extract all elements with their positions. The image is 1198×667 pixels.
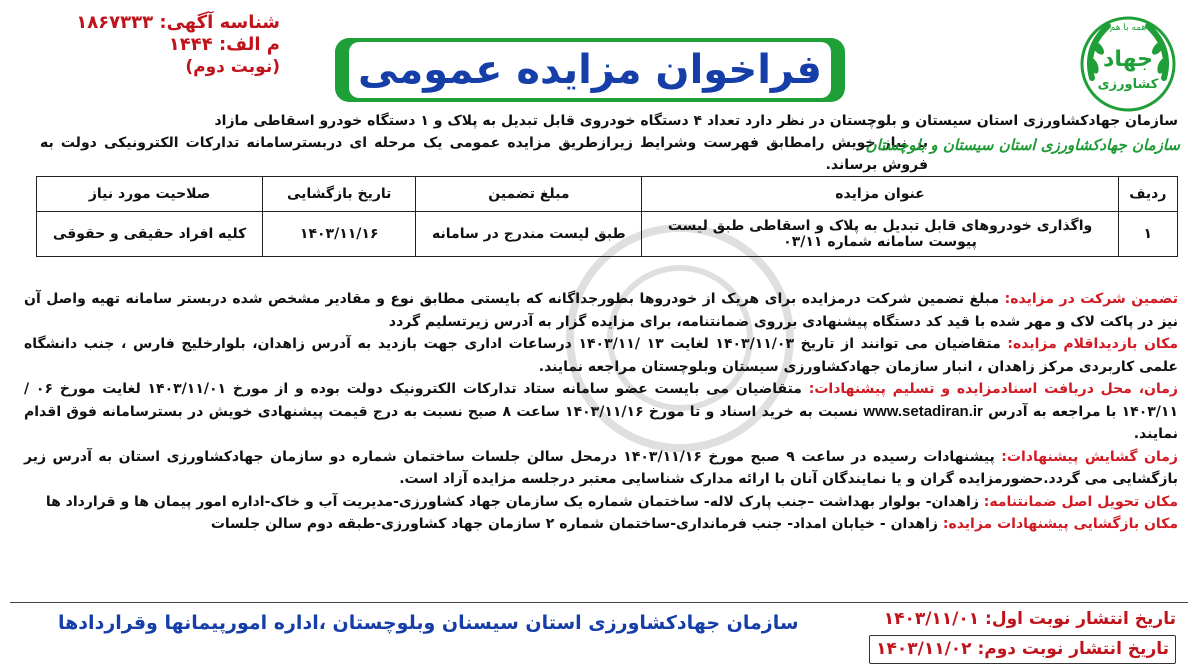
section-label: مکان تحویل اصل ضمانتنامه: [983,493,1178,510]
ad-id: شناسه آگهی: ۱۸۶۷۳۳۳ [76,12,280,33]
header-opening-date: تاریخ بازگشایی [263,177,416,212]
section-label: تضمین شرکت در مزایده: [1004,291,1178,307]
section-opening [24,446,1178,491]
cell-auction-title: واگذاری خودروهای قابل تبدیل به پلاک و اسقاطی طبق لیست پیوست سامانه شماره ۰۳/۱۱ [642,212,1118,257]
cell-row-number: ۱ [1118,212,1177,257]
table-header-row [37,177,1178,212]
setad-link[interactable]: www.setadiran.ir [863,402,983,420]
section-opening-place [24,513,1178,536]
section-inspection [24,333,1178,378]
ad-meta [40,12,280,78]
publication-dates [869,606,1176,664]
section-delivery [24,491,1178,514]
intro-line-1: سازمان جهادکشاورزی استان سیستان و بلوچستان در نظر دارد تعداد ۴ دستگاه خودروی قابل تبدیل به پلاک و ۱ دستگاه خودرو اسقاطی مازاد [214,113,1178,129]
header-row-number: ردیف [1118,177,1177,212]
section-text: زاهدان - خیابان امداد- جنب فرمانداری-ساختمان شماره ۲ سازمان جهاد کشاورزی-طبقه دوم سالن جلسات [210,516,943,532]
section-label: مکان بازدیداقلام مزایده: [1007,336,1178,352]
header-guarantee: مبلغ تضمین [416,177,642,212]
logo-main-text: جهاد [1103,47,1153,72]
cell-opening-date: ۱۴۰۳/۱۱/۱۶ [263,212,416,257]
logo-top-text: همه با هم [1109,23,1147,33]
conditions [24,288,1178,536]
footer-divider [10,602,1188,603]
footer-organization: سازمان جهادکشاورزی استان سیسنان وبلوچستان ،اداره امورپیمانها وقراردادها [58,612,799,634]
section-text: نسبت به خرید اسناد و تا مورخ ۱۴۰۳/۱۱/۱۶ ساعت ۸ صبح نسبت به درج قیمت پیشنهادی خویش در بسترسامانه فوق اقدام نمایند. [24,403,1178,442]
auction-notice [10,8,1188,659]
intro-line-2: بر نیاز خویش رامطابق فهرست وشرایط زیرازطریق مزایده عمومی یک مرحله ای دربسترسامانه تدارکات الکترونیکی دولت به فروش برساند. [40,135,928,173]
table-row [37,212,1178,257]
logo-sub-text: کشاورزی [1097,77,1159,92]
section-label: زمان، محل دریافت اسنادمزایده و تسلیم پیشنهادات: [808,381,1178,397]
section-text: متقاضیان می بایست عضو سامانه ستاد تدارکات الکترونیک دولت بوده و از مورخ ۱۴۰۳/۱۱/۰۱ لغایت مورخ ۰۶ /۱۴۰۳/۱۱ با مراجعه به آدرس [24,381,1178,420]
org-signature: سازمان جهادکشاورزی استان سیستان و بلوچستان [865,136,1180,154]
cell-qualification: کلیه افراد حقیقی و حقوقی [37,212,263,257]
section-text: پیشنهادات رسیده در ساعت ۹ صبح مورخ ۱۴۰۳/۱۱/۱۶ درمحل سالن جلسات ساختمان شماره دو سازمان جهادکشاورزی استان به آدرس زیر بازگشایی می گردد.حضورمزایده گران و یا نمایندگان آنان با ارائه مدارک شناسایی معتبر درجلسه مزایده آزاد است. [24,448,1178,487]
section-documents [24,378,1178,446]
section-text: زاهدان- بولوار بهداشت –جنب پارک لاله- ساختمان شماره یک سازمان جهاد کشاورزی-مدیریت آب و خاک-اداره امور پیمان ها و قرارداد ها [45,493,984,510]
section-label: زمان گشایش پیشنهادات: [1001,448,1178,465]
section-guarantee [24,288,1178,333]
wheat-wreath-logo [1074,8,1182,116]
cell-guarantee: طبق لیست مندرج در سامانه [416,212,642,257]
publication-round: (نوبت دوم) [185,57,280,77]
section-text: مبلغ تضمین شرکت درمزایده برای هریک از خودروها بطورجداگانه که بایستی مطابق نوع و مقادیر مشخص شده دربستر سامانه تهیه واصل آن نیز در پاکت لاک و مهر شده با قید کد دستگاه پیشنهادی برروی ضمانتنامه، برای مزایده گزار به آدرس زیرتسلیم گردد [24,291,1178,330]
publication-date-second: تاریخ انتشار نوبت دوم: ۱۴۰۳/۱۱/۰۲ [869,635,1176,664]
ref-number: م الف: ۱۴۴۴ [168,34,280,55]
title-banner [335,38,845,102]
section-label: مکان بازگشایی پیشنهادات مزایده: [942,516,1178,532]
header-qualification: صلاحیت مورد نیاز [37,177,263,212]
section-text: متقاضیان می توانند از تاریخ ۱۴۰۳/۱۱/۰۳ لغایت ۱۳ /۱۴۰۳/۱۱ درساعات اداری جهت بازدید به آدرس زاهدان، بلوارخلیج فارس ، جنب دانشگاه علمی کاربردی مرکز زاهدان ، انبار سازمان جهادکشاورزی سیستان وبلوچستان مراجعه نمایند. [24,336,1178,375]
header-auction-title: عنوان مزایده [642,177,1118,212]
page-title: فراخوان مزایده عمومی [358,47,822,93]
auction-table [36,176,1178,257]
publication-date-first: تاریخ انتشار نوبت اول: ۱۴۰۳/۱۱/۰۱ [883,609,1176,629]
